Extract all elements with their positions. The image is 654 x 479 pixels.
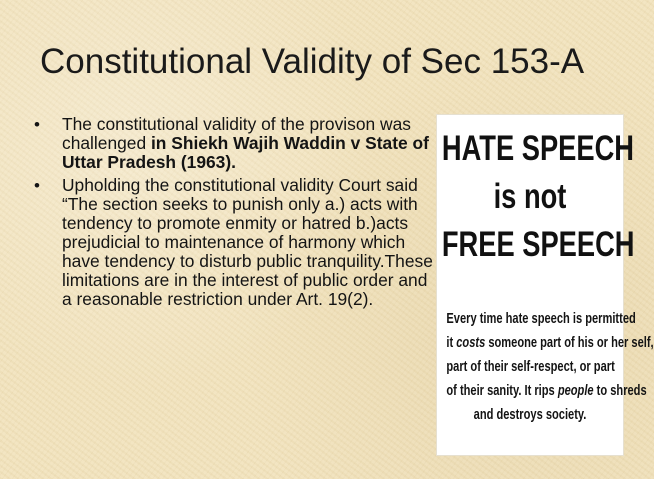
bullet-list	[34, 115, 434, 313]
poster-line: part of their self-respect, or part	[446, 358, 615, 375]
slide-title: Constitutional Validity of Sec 153-A	[40, 42, 585, 81]
poster-headline: is not	[493, 177, 567, 216]
poster-text: to shreds	[593, 382, 647, 399]
case-citation: in Shiekh Wajih Waddin v State of Uttar Pradesh (1963).	[62, 133, 429, 172]
poster-line: Every time hate speech is permitted	[446, 310, 636, 327]
hate-speech-poster	[436, 114, 654, 456]
bullet-item-ruling	[34, 176, 434, 309]
poster-line	[446, 331, 654, 355]
bullet-text: Upholding the constitutional validity Court said “The section seeks to punish only a.) acts with tendency to promote enmity or hatred b.)acts prejudicial to maintenance of harmony which have tendency to disturb public tranquility.These limitations are in the interest of public order and a reasonable restriction under Art. 19(2).	[62, 175, 433, 309]
poster-line	[446, 379, 647, 403]
poster-text: of their sanity. It rips	[446, 382, 558, 399]
poster-text: someone part of his or her self,	[485, 334, 654, 351]
poster-headline: FREE SPEECH	[441, 225, 635, 264]
poster-headline: HATE SPEECH	[441, 129, 635, 168]
poster-emphasis: people	[557, 382, 594, 399]
poster-emphasis: costs	[456, 334, 486, 351]
poster-body	[446, 307, 654, 427]
bullet-marker: •	[34, 176, 40, 195]
bullet-item-case	[34, 115, 434, 172]
poster-line: and destroys society.	[473, 406, 587, 423]
bullet-text: The constitutional validity of the provison was challenged	[62, 114, 411, 153]
poster-text: it	[446, 334, 457, 351]
bullet-marker: •	[34, 115, 40, 134]
